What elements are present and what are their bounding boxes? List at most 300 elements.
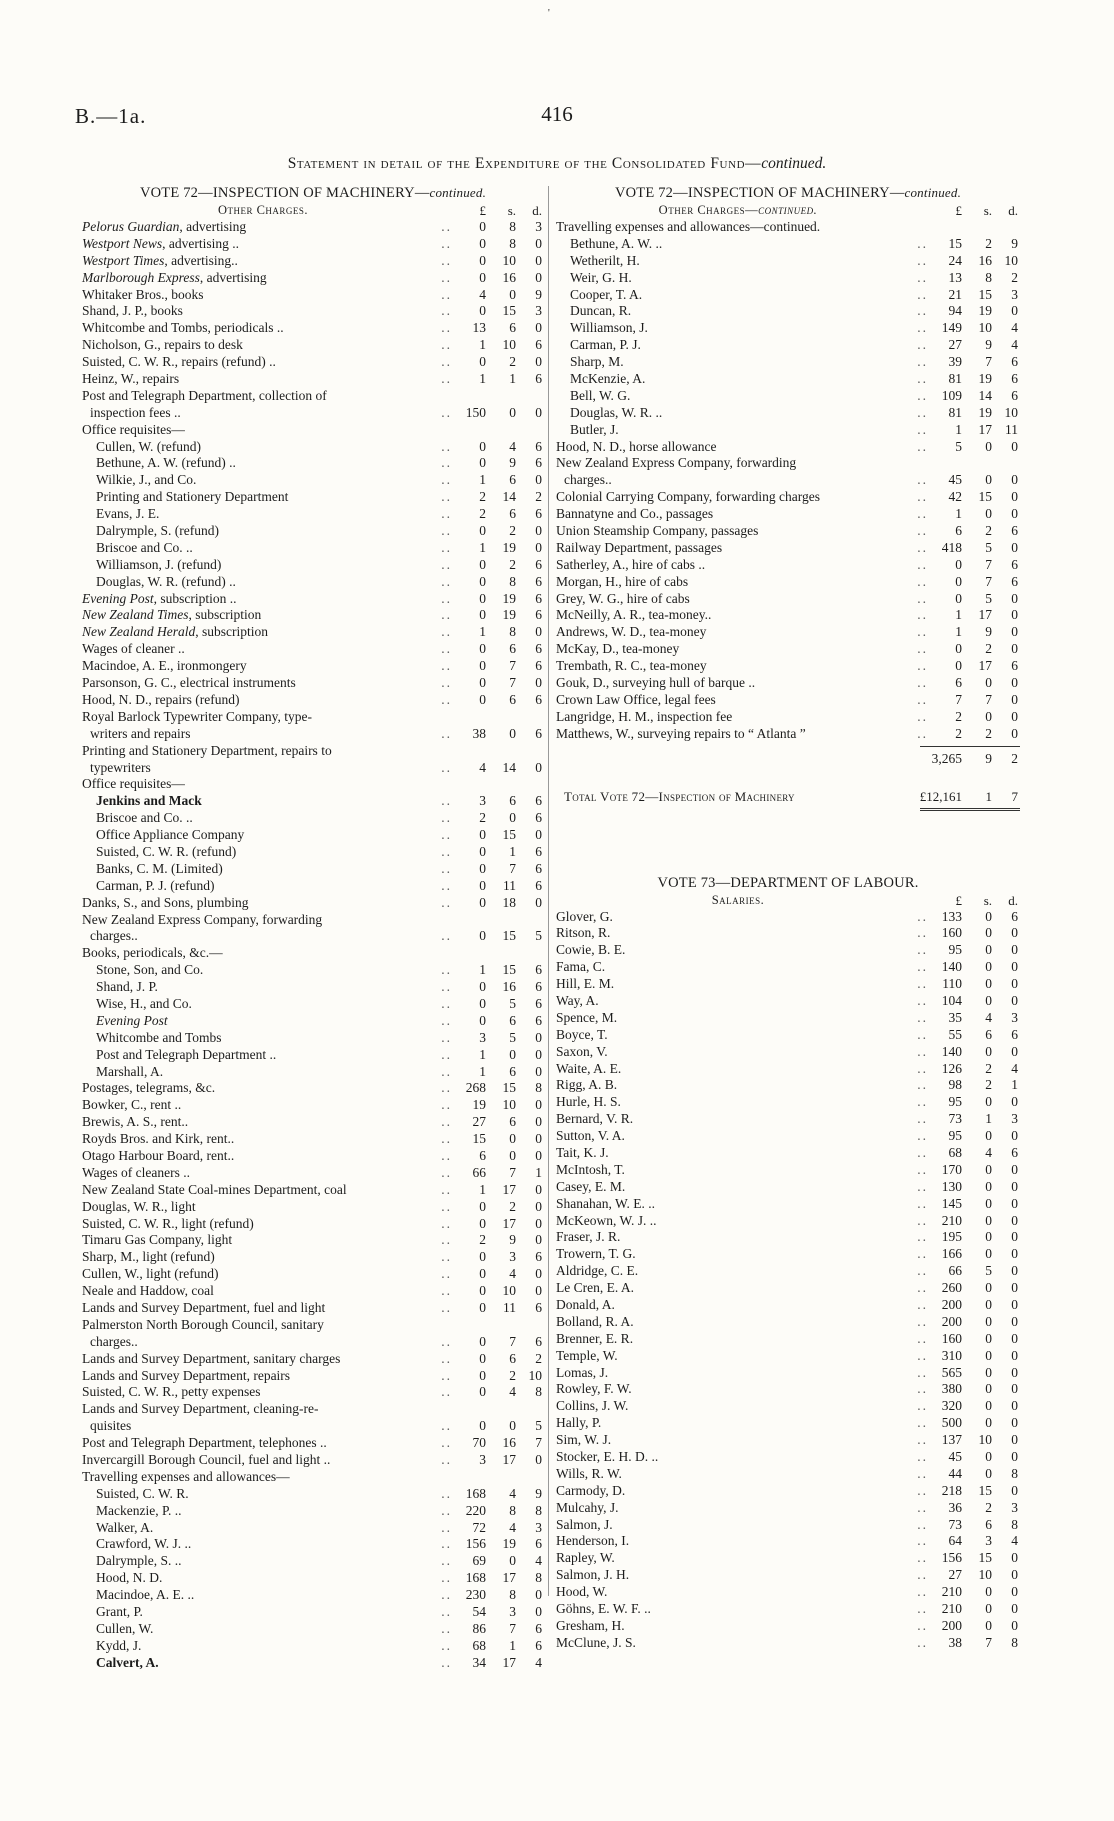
vote72-title-left [82,184,544,202]
amount-pounds: 94 [948,303,962,319]
entry-label: Office Appliance Company [96,827,245,843]
entry-label: writers and repairs [90,725,191,741]
column-divider [548,186,549,1596]
entry-label: Saxon, V. [556,1043,608,1059]
amount-pounds: 38 [948,1634,962,1650]
dot-leader: .. [917,691,928,707]
ledger-row [556,607,1020,624]
dot-leader: .. [917,725,928,741]
amount-pence: 6 [1011,573,1018,589]
dot-leader: .. [441,1164,452,1180]
amount-shillings: 0 [509,725,516,741]
ledger-row [556,574,1020,591]
amount-shillings: 7 [985,556,992,572]
ledger-row [556,1128,1020,1145]
dot-leader: .. [917,1617,928,1633]
dot-leader: .. [917,942,928,958]
entry-label: New Zealand Times, subscription [82,607,262,623]
ledger-row [556,439,1020,456]
dot-leader: .. [441,219,452,234]
amount-pence: 0 [1011,590,1018,606]
dot-leader: .. [441,1502,452,1518]
section-header-right [556,202,1020,219]
amount-pence: 2 [535,489,542,505]
amount-pounds: 310 [941,1347,962,1363]
amount-pence: 0 [1011,641,1018,657]
amount-shillings: 0 [985,438,992,454]
amount-pounds: 0 [479,1266,486,1282]
amount-shillings: 17 [502,1181,516,1197]
amount-pence: 6 [535,455,542,471]
amount-shillings: 0 [985,942,992,958]
ledger-row [82,1216,544,1233]
entry-label: Hood, N. D. [96,1570,163,1586]
amount-pence: 0 [1011,1617,1018,1633]
amount-pounds: 0 [955,641,962,657]
ledger-row [556,371,1020,388]
amount-shillings: 7 [509,658,516,674]
amount-pounds: 210 [941,1212,962,1228]
dot-leader: .. [441,1333,452,1349]
ledger-row [556,591,1020,608]
amount-pence: 6 [535,1333,542,1349]
amount-pounds: 3 [479,793,486,809]
dot-leader: .. [917,286,928,302]
ledger-row [82,709,544,726]
amount-pounds: 1 [955,506,962,522]
amount-pounds: 418 [941,539,962,555]
ledger-row [82,1047,544,1064]
amount-pence: 0 [535,1181,542,1197]
amount-pounds: 95 [948,1094,962,1110]
amount-shillings: 17 [502,1452,516,1468]
amount-pence: 6 [535,860,542,876]
amount-pence: 0 [1011,1432,1018,1448]
amount-shillings: 8 [509,219,516,234]
subtotal-row [556,751,1020,768]
dot-leader: .. [917,1128,928,1144]
amount-pounds: 110 [942,976,962,992]
ledger-row [82,1655,544,1672]
dot-leader: .. [441,1485,452,1501]
document-reference: B.—1a. [75,104,147,128]
col-shilling-header: s. [507,203,516,218]
entry-label: Suisted, C. W. R., repairs (refund) .. [82,354,276,370]
amount-pounds: 13 [472,320,486,336]
ledger-row [82,557,544,574]
entry-label: Lands and Survey Department, repairs [82,1367,291,1383]
subtotal-pence: 2 [1011,750,1018,766]
ledger-row [556,726,1020,743]
ledger-row [556,942,1020,959]
amount-shillings: 4 [985,1144,992,1160]
dot-leader: .. [917,925,928,941]
dot-leader: .. [441,979,452,995]
entry-label: Sim, W. J. [556,1432,612,1448]
dot-leader: .. [917,1533,928,1549]
amount-pence: 0 [535,759,542,775]
amount-shillings: 6 [509,1350,516,1366]
amount-pence: 0 [535,1097,542,1113]
ledger-row [556,1500,1020,1517]
ledger-row [556,658,1020,675]
total-pounds: £12,161 [919,788,962,804]
amount-pence: 0 [535,894,542,910]
ledger-row [556,1550,1020,1567]
ledger-row [82,1266,544,1283]
ledger-row [556,925,1020,942]
ledger-row [82,253,544,270]
entry-label: Grey, W. G., hire of cabs [556,590,690,606]
entry-label: Lands and Survey Department, fuel and light [82,1300,326,1315]
amount-pence: 6 [1011,1026,1018,1042]
ledger-row [82,810,544,827]
amount-pounds: 170 [941,1161,962,1177]
amount-shillings: 2 [985,725,992,741]
amount-pounds: 0 [479,269,486,285]
amount-pounds: 70 [472,1435,486,1451]
amount-pounds: 0 [479,877,486,893]
dot-leader: .. [441,573,452,589]
amount-pence: 0 [535,1232,542,1248]
amount-pounds: 0 [479,235,486,251]
amount-pence: 0 [1011,1381,1018,1397]
amount-pence: 0 [535,1452,542,1468]
amount-shillings: 1 [985,1111,992,1127]
amount-pence: 0 [535,354,542,370]
statement-title-italic: continued. [761,155,827,172]
amount-pounds: 130 [941,1178,962,1194]
amount-pence: 0 [535,269,542,285]
amount-pounds: 36 [948,1499,962,1515]
amount-pounds: 156 [941,1550,962,1566]
dot-leader: .. [441,1350,452,1366]
amount-pence: 6 [535,1249,542,1265]
amount-pence: 9 [535,1485,542,1501]
dot-leader: .. [917,354,928,370]
amount-shillings: 2 [985,641,992,657]
ledger-row [82,1638,544,1655]
dot-leader: .. [917,641,928,657]
amount-pence: 0 [1011,1364,1018,1380]
amount-shillings: 8 [985,269,992,285]
amount-pounds: 6 [955,523,962,539]
dot-leader: .. [441,843,452,859]
amount-pounds: 2 [479,489,486,505]
ledger-row [556,1567,1020,1584]
amount-shillings: 1 [509,371,516,387]
ledger-row [556,1483,1020,1500]
entry-label: Hood, W. [556,1584,608,1600]
dot-leader: .. [917,1026,928,1042]
dot-leader: .. [441,1300,452,1315]
section-header-left [82,202,544,219]
amount-pence: 6 [535,607,542,623]
amount-pence: 0 [535,523,542,539]
ledger-row [82,624,544,641]
amount-shillings: 2 [985,235,992,251]
amount-pounds: 6 [955,675,962,691]
ledger-row [556,1263,1020,1280]
amount-pounds: 126 [941,1060,962,1076]
dot-leader: .. [441,472,452,488]
ledger-row [82,1165,544,1182]
entry-label: Wilkie, J., and Co. [96,472,197,488]
entry-label: Fraser, J. R. [556,1229,621,1245]
entry-label: Bernard, V. R. [556,1111,634,1127]
entry-label: Macindoe, A. E. .. [96,1587,195,1603]
amount-shillings: 0 [985,1313,992,1329]
amount-pence: 0 [535,1029,542,1045]
amount-pounds: 1 [479,962,486,978]
amount-pounds: 0 [479,556,486,572]
entry-label: Parsonson, G. C., electrical instruments [82,675,296,691]
entry-label: Suisted, C. W. R., light (refund) [82,1215,254,1231]
entry-label: New Zealand Express Company, forwarding [556,455,797,471]
amount-pence: 0 [1011,1313,1018,1329]
amount-shillings: 0 [985,472,992,488]
dot-leader: .. [441,607,452,623]
dot-leader: .. [917,607,928,623]
entry-label: Colonial Carrying Company, forwarding charges [556,489,820,505]
dot-leader: .. [917,1178,928,1194]
entry-label: Wise, H., and Co. [96,995,192,1011]
amount-pounds: 0 [479,894,486,910]
amount-shillings: 6 [509,472,516,488]
dot-leader: .. [917,1364,928,1380]
amount-pence: 11 [1005,421,1018,437]
amount-pounds: 166 [941,1246,962,1262]
entry-label: Macindoe, A. E., ironmongery [82,658,247,674]
amount-pence: 0 [1011,489,1018,505]
amount-pounds: 15 [948,235,962,251]
amount-shillings: 9 [509,1232,516,1248]
entry-label: Dalrymple, S. .. [96,1553,182,1569]
amount-pence: 1 [1011,1077,1018,1093]
amount-shillings: 6 [985,1516,992,1532]
entry-label: Henderson, I. [556,1533,630,1549]
dot-leader: .. [917,303,928,319]
dot-leader: .. [441,1012,452,1028]
amount-pence: 8 [535,1080,542,1096]
ledger-row [556,1077,1020,1094]
amount-pounds: 1 [479,1063,486,1079]
entry-label: Printing and Stationery Department [96,489,289,505]
amount-shillings: 6 [509,691,516,707]
vote72-title-text: VOTE 72—INSPECTION OF MACHINERY— [614,185,905,201]
amount-pounds: 0 [479,1283,486,1299]
ledger-row [556,1229,1020,1246]
dot-leader: .. [441,1249,452,1265]
amount-pence: 0 [535,404,542,420]
amount-shillings: 2 [509,1367,516,1383]
amount-pence: 10 [1004,252,1018,268]
dot-leader: .. [917,1043,928,1059]
amount-shillings: 0 [985,1043,992,1059]
entry-label: Neale and Haddow, coal [82,1283,214,1299]
ledger-row [556,354,1020,371]
amount-pence: 0 [535,1063,542,1079]
dot-leader: .. [441,1418,452,1434]
ledger-row [556,253,1020,270]
amount-pence: 0 [1011,1094,1018,1110]
entry-label: Sharp, M. [570,354,624,370]
ledger-row [82,422,544,439]
entry-label: Spence, M. [556,1009,618,1025]
ledger-row [556,540,1020,557]
vote72-title-italic: continued. [904,185,962,200]
dot-leader: .. [917,1516,928,1532]
dot-leader: .. [917,472,928,488]
amount-pounds: 0 [479,1012,486,1028]
dot-leader: .. [917,1634,928,1650]
amount-pence: 0 [1011,1398,1018,1414]
vote73-title: VOTE 73—DEPARTMENT OF LABOUR. [657,874,919,891]
entry-label: New Zealand Express Company, forwarding [82,911,323,927]
amount-shillings: 17 [502,1215,516,1231]
entry-label: Salmon, J. H. [556,1567,630,1583]
entry-label: typewriters [90,759,151,775]
amount-pounds: 0 [479,455,486,471]
ledger-row [82,1621,544,1638]
entry-label: Hally, P. [556,1415,602,1431]
amount-pence: 0 [1011,506,1018,522]
amount-pounds: 69 [472,1553,486,1569]
ledger-row [82,506,544,523]
entry-label: charges.. [564,472,612,488]
amount-shillings: 7 [509,1333,516,1349]
amount-pounds: 0 [479,523,486,539]
vote72-title-italic: continued. [429,185,487,200]
dot-leader: .. [441,1570,452,1586]
amount-pounds: 64 [948,1533,962,1549]
dot-leader: .. [441,1384,452,1400]
amount-pence: 6 [535,438,542,454]
ledger-row [82,760,544,777]
amount-shillings: 7 [509,675,516,691]
ledger-row [82,1384,544,1401]
amount-pence: 10 [528,1367,542,1383]
amount-pence: 0 [535,1283,542,1299]
ledger-row [82,1199,544,1216]
amount-pounds: 0 [479,1350,486,1366]
amount-shillings: 0 [985,1330,992,1346]
amount-shillings: 0 [985,959,992,975]
dot-leader: .. [441,1046,452,1062]
amount-pounds: 0 [479,1300,486,1315]
ledger-row [556,624,1020,641]
amount-pence: 0 [1011,992,1018,1008]
amount-pounds: 2 [479,810,486,826]
dot-leader: .. [917,624,928,640]
entry-label: Tait, K. J. [556,1144,609,1160]
amount-pounds: 0 [479,607,486,623]
ledger-row [82,1114,544,1131]
amount-pence: 0 [1011,1246,1018,1262]
ledger-row [556,709,1020,726]
amount-shillings: 0 [985,1229,992,1245]
entry-label: Invercargill Borough Council, fuel and light .. [82,1452,331,1468]
entry-label: McKay, D., tea-money [556,641,680,657]
amount-pounds: 3 [479,1452,486,1468]
ledger-row [82,1435,544,1452]
amount-pence: 5 [535,928,542,944]
amount-pence: 6 [535,843,542,859]
amount-pence: 0 [1011,607,1018,623]
amount-pounds: 168 [465,1485,486,1501]
ledger-row [556,337,1020,354]
dot-leader: .. [441,1283,452,1299]
amount-shillings: 18 [502,894,516,910]
entry-label: Cooper, T. A. [570,286,643,302]
right-entries [556,219,1020,743]
amount-shillings: 5 [985,1263,992,1279]
entry-label: Suisted, C. W. R. [96,1485,189,1501]
amount-pence: 0 [1011,1601,1018,1617]
amount-pounds: 35 [948,1009,962,1025]
total-pence: 7 [1011,788,1018,804]
amount-shillings: 8 [509,1502,516,1518]
entry-label: Morgan, H., hire of cabs [556,573,689,589]
amount-pence: 0 [535,235,542,251]
amount-shillings: 8 [509,624,516,640]
dot-leader: .. [917,438,928,454]
dot-leader: .. [917,337,928,353]
amount-pence: 4 [535,1553,542,1569]
amount-pence: 0 [1011,1584,1018,1600]
amount-shillings: 10 [502,1097,516,1113]
statement-title [0,155,1114,173]
entry-label: McIntosh, T. [556,1161,625,1177]
ledger-row [82,1351,544,1368]
ledger-row [556,1466,1020,1483]
amount-pounds: 160 [941,925,962,941]
amount-pence: 6 [1011,658,1018,674]
ledger-row [556,1196,1020,1213]
salaries-header [556,892,1020,909]
ledger-row [556,1094,1020,1111]
ledger-row [82,962,544,979]
entry-label: Satherley, A., hire of cabs .. [556,556,706,572]
dot-leader: .. [917,1415,928,1431]
entry-label: Douglas, W. R. (refund) .. [96,573,236,589]
total-shillings: 1 [985,788,992,804]
amount-pounds: 45 [948,1449,962,1464]
ledger-row [82,895,544,912]
amount-shillings: 3 [985,1533,992,1549]
amount-pence: 0 [535,1215,542,1231]
amount-pounds: 42 [948,489,962,505]
entry-label: Cullen, W. (refund) [96,438,201,454]
ledger-row [556,1145,1020,1162]
amount-pounds: 133 [941,908,962,924]
entry-label: Temple, W. [556,1347,618,1363]
entry-label: McKenzie, A. [570,371,646,387]
amount-pence: 2 [1011,269,1018,285]
dot-leader: .. [917,387,928,403]
ledger-row [556,287,1020,304]
amount-pounds: 200 [941,1617,962,1633]
amount-pence: 3 [535,219,542,234]
ledger-row [82,1232,544,1249]
dot-leader: .. [441,320,452,336]
ledger-row [556,1449,1020,1466]
dot-leader: .. [917,573,928,589]
amount-shillings: 14 [502,489,516,505]
amount-pence: 0 [1011,1449,1018,1464]
dot-leader: .. [441,1114,452,1130]
entry-label: Rapley, W. [556,1550,615,1566]
